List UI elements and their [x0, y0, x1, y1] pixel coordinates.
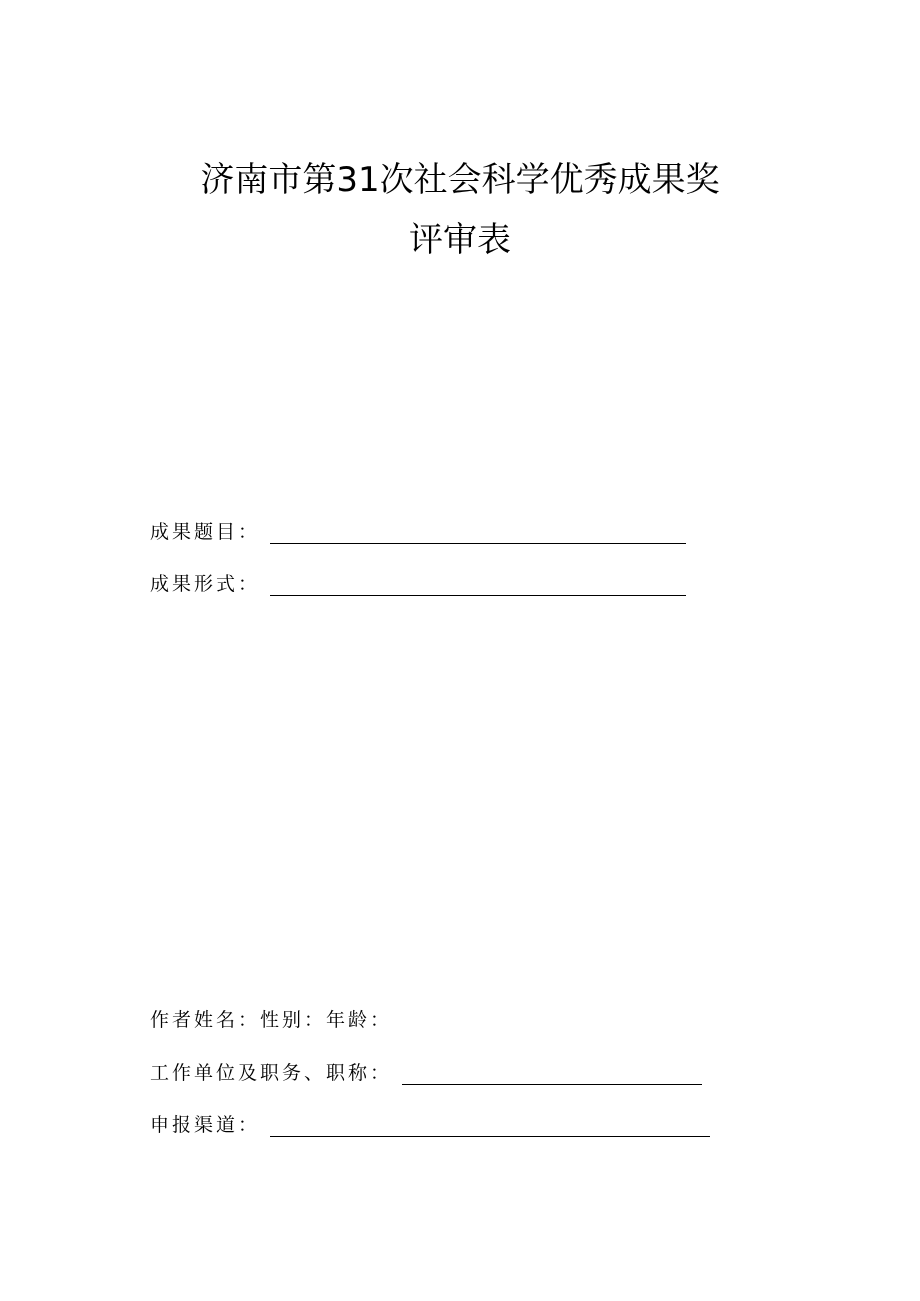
application-channel-blank-line[interactable] — [270, 1116, 710, 1137]
document-subtitle: 评审表 — [409, 220, 511, 260]
achievement-form-blank-line[interactable] — [270, 575, 686, 596]
achievement-title-blank-line[interactable] — [270, 523, 686, 544]
achievement-form-field — [150, 572, 686, 596]
work-unit-blank-line[interactable] — [402, 1064, 702, 1085]
author-info-label: 作者姓名：性别：年龄： — [150, 1009, 393, 1031]
application-channel-label: 申报渠道： — [150, 1114, 261, 1136]
work-unit-field — [150, 1061, 702, 1085]
work-unit-label: 工作单位及职务、职称： — [150, 1062, 393, 1084]
achievement-form-label: 成果形式： — [150, 573, 261, 595]
author-info-field — [150, 1008, 392, 1032]
application-channel-field — [150, 1113, 710, 1137]
achievement-title-label: 成果题目： — [150, 521, 261, 543]
document-title: 济南市第31次社会科学优秀成果奖 — [200, 160, 720, 200]
achievement-title-field — [150, 520, 686, 544]
